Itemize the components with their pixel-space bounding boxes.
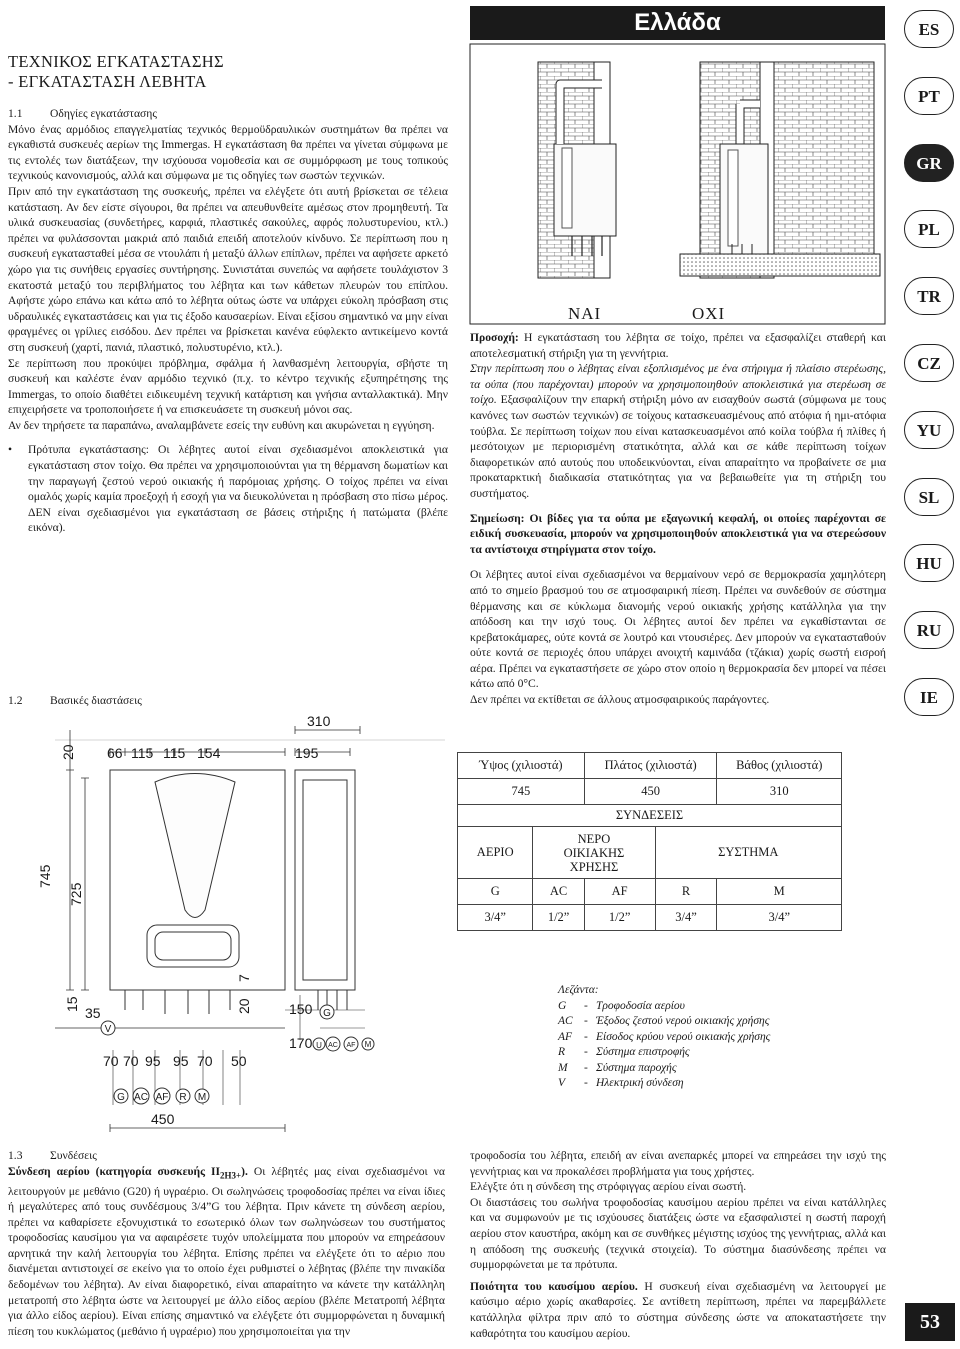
paragraph: Αν δεν τηρήσετε τα παραπάνω, αναλαμβάνετε εσείς την ευθύνη και ακυρώνεται η εγγύηση. — [8, 418, 435, 432]
gas-quality-paragraph: Ποιότητα του καυσίμου αερίου. Η συσκευή είναι σχεδιασμένη να λειτουργεί με καύσιμο αέριο χωρίς ακαθαρσίες. Σε αντίθετη περίπτωση, πρέπει να παρεμβάλλετε κατάλληλα φίλτρα πριν από το σύστημα σύνδεσης ώστε να αποκαταστήσετε την καθαρότητα του καυσίμου αερίου. — [470, 1279, 886, 1340]
dim-bottom-row: 70 — [197, 1053, 213, 1069]
title-line-2: - ΕΓΚΑΤΑΣΤΑΣΗ ΛΕΒΗΤΑ — [8, 72, 207, 91]
conn-side-g-label: G — [323, 1008, 331, 1019]
dim-bottom-left: 35 — [85, 1005, 101, 1021]
language-tab-pt[interactable]: PT — [904, 77, 954, 115]
exposure-paragraph: Δεν πρέπει να εκτίθεται σε άλλους ατμοσφαιρικούς παράγοντες. — [470, 693, 770, 707]
dim-left: 20 — [60, 744, 76, 760]
legend-key: AC — [558, 1015, 573, 1027]
screws-note: Σημείωση: Οι βίδες για τα ούπα με εξαγωνική κεφαλή, οι οποίες παρέχονται σε ειδική συσκευασία, μπορούν να χρησιμοποιηθούν αποκλειστικά για να στερεώσουν τα αντίστοιχα στηρίγματα στον τοίχο. — [470, 511, 886, 556]
conn-label: AC — [134, 1092, 148, 1103]
conn-label: R — [179, 1092, 187, 1103]
dim-mid: 20 — [236, 998, 252, 1014]
dim-bottom-row: 70 — [123, 1053, 139, 1069]
language-tab-tr[interactable]: TR — [904, 277, 954, 315]
gas-connection-title: Σύνδεση αερίου (κατηγορία συσκευής $II_{2H3+}$). — [8, 1164, 248, 1180]
dim-front-top: 154 — [197, 745, 221, 761]
dimensions-drawing — [37, 710, 445, 1135]
wall-mount-illustration — [470, 44, 885, 324]
language-tab-yu[interactable]: YU — [904, 411, 954, 449]
paragraph: Ελέγξτε ότι η σύνδεση της στρόφιγγας αερίου είναι σωστή. — [470, 1180, 747, 1194]
boiler-dimension-drawing — [37, 710, 445, 1135]
language-tab-sl[interactable]: SL — [904, 478, 954, 516]
connection-code: M — [717, 879, 842, 905]
legend-dash: - — [584, 1030, 588, 1043]
connection-code: AF — [584, 879, 655, 905]
language-tab-hu[interactable]: HU — [904, 544, 954, 582]
wall-support-paragraph: Στην περίπτωση που ο λέβητας είναι εξοπλισμένος με ένα στήριγμα ή πλαίσιο στερέωσης, τα ούπα (που παρέχονται) μπορούν να χρησιμοποιηθούν αποκλειστικά για στερέωση σε τοίχο. Εξασφαλίζουν την επαρκή στήριξη μόνο αν εισαχθούν σωστά (σύμφωνα με τους κανόνες των σωστών τεχνικών) σε τοίχους κατασκευασμένους από ατόφια ή ημι-ατόφια τούβλα. Σε περίπτωση τοίχων που είναι κατασκευασμένοι από κοίλα τούβλα ή πλίθες ή μεσότοιχων με περιορισμένη στατικότητα, αλλά και σε κάθε περίπτωση τοίχων διαφορετικών από αυτούς που υποδεικνύονται, είναι απαραίτητο να προβαίνετε σε μια προκαταρκτική διαδικασία στατικότητας για να βεβαιωθείτε για τη στήριξη του συστήματος. — [470, 362, 886, 500]
section-connections-continued — [470, 1148, 886, 1341]
paragraph: Σε περίπτωση που προκύψει πρόβλημα, σφάλμα ή λανθασμένη λειτουργία, σβήστε τη συσκευή και καλέστε έναν αρμόδιο τεχνικό (π.χ. το κέντρο τεχνικής εξυπηρέτησης της Immergas, το οποίο διαθέτει ειδικευμένη τεχνική κατάρτιση και γνήσια ανταλλακτικά). Μην επιχειρήσετε να τροποποιήσετε ή να επισκευάσετε τη συσκευή μόνοι σας. — [8, 356, 448, 417]
dim-side-top: 195 — [295, 745, 319, 761]
dim-bottom-row: 70 — [103, 1053, 119, 1069]
dim-front-top: 66 — [107, 745, 123, 761]
right-column-text — [470, 330, 886, 708]
legend-key: AF — [558, 1030, 573, 1043]
section-installation-instructions — [8, 106, 448, 536]
connections-header: ΣΥΝΔΕΣΕΙΣ — [458, 805, 842, 827]
gas-quality-label: Ποιότητα του καυσίμου αερίου. — [470, 1279, 638, 1293]
warning-paragraph: Προσοχή: Η εγκατάσταση του λέβητα σε τοίχο, πρέπει να εξασφαλίζει σταθερή και αποτελεσματική στήριξη για τη γεννήτρια. — [470, 331, 886, 360]
connection-code: G — [458, 879, 533, 905]
dim-side-bottom: 170 — [289, 1035, 313, 1051]
value-width: 450 — [584, 779, 717, 805]
language-tab-ie[interactable]: IE — [904, 678, 954, 716]
language-tab-pl[interactable]: PL — [904, 210, 954, 248]
dhw-header: ΝΕΡΟ ΟΙΚΙΑΚΗΣ ΧΡΗΣΗΣ — [533, 827, 655, 879]
section-heading: 1.1 Οδηγίες εγκατάστασης — [8, 107, 157, 120]
legend-dash: - — [584, 1077, 588, 1089]
connection-size: 3/4” — [717, 905, 842, 931]
dim-bottom-left: 15 — [64, 996, 80, 1012]
legend-dash: - — [584, 1046, 588, 1058]
connection-size: 3/4” — [458, 905, 533, 931]
codes-row — [458, 879, 842, 905]
conn-side-label: U — [316, 1041, 322, 1050]
legend-dash: - — [584, 999, 588, 1012]
yes-label: ΝΑΙ — [568, 304, 602, 323]
legend-title: Λεζάντα: — [558, 984, 599, 996]
legend-desc: Τροφοδοσία αερίου — [596, 999, 685, 1012]
paragraph: Οι διαστάσεις του σωλήνα τροφοδοσίας καυσίμου αερίου πρέπει να είναι κατάλληλες και να συμφωνούν με τις ισχύουσες διατάξεις ώστε να εξασφαλιστεί η σωστή παροχή αερίου στον καυστήρα, ακόμη και σε συνθήκες μέγιστης ισχύος της γεννήτριας, αλλά και η απόδοση της συσκευής (τεχνικά στοιχεία). Το σύστημα διασύνδεσης πρέπει να συμμορφώνεται με τα πρότυπα. — [470, 1195, 886, 1272]
page-title — [8, 52, 308, 92]
conn-label: G — [117, 1092, 125, 1103]
connection-size: 3/4” — [655, 905, 717, 931]
conn-label: M — [197, 1092, 207, 1103]
gas-header: ΑΕΡΙΟ — [458, 827, 533, 879]
title-line-1: ΤΕΧΝΙΚΟΣ ΕΓΚΑΤΑΣΤΑΣΗΣ — [8, 52, 224, 71]
legend-item — [558, 1076, 858, 1092]
no-label: ΟΧΙ — [692, 304, 726, 323]
connection-size: 1/2” — [533, 905, 584, 931]
legend-key: M — [558, 1061, 568, 1074]
legend-item — [558, 1045, 858, 1061]
dim-side-top: 310 — [307, 713, 331, 729]
dim-bottom-total: 450 — [151, 1111, 175, 1127]
value-depth: 310 — [717, 779, 842, 805]
dim-left: 745 — [37, 864, 53, 888]
warning-label: Προσοχή: — [470, 331, 519, 344]
dim-front-top: 115 — [163, 745, 186, 761]
legend-key: G — [558, 999, 567, 1012]
header-height: Ύψος (χιλιοστά) — [458, 753, 585, 779]
connection-size: 1/2” — [584, 905, 655, 931]
legend-item — [558, 1014, 858, 1030]
conn-label: AF — [155, 1092, 169, 1103]
conn-side-label: AF — [346, 1042, 356, 1049]
language-tab-ru[interactable]: RU — [904, 611, 954, 649]
dim-front-top: 115 — [131, 745, 154, 761]
dimensions-table-wrap — [457, 752, 842, 931]
sizes-row — [458, 905, 842, 931]
italic-note: Στην περίπτωση που ο λέβητας είναι εξοπλισμένος με ένα στήριγμα ή πλαίσιο στερέωσης, τα ούπα (που παρέχονται) μπορούν να χρησιμοποιηθούν αποκλειστικά για στερέωση σε τοίχο. — [470, 362, 886, 407]
paragraph: τροφοδοσία του λέβητα, επειδή αν είναι ανεπαρκές μπορεί να επηρεάσει την ισχύ της γεννήτριας και να προκαλέσει προβλήματα για τους χρήστες. — [470, 1149, 886, 1178]
installation-figure — [470, 44, 885, 324]
legend-desc: Ηλεκτρική σύνδεση — [596, 1077, 684, 1089]
language-tab-es[interactable]: ES — [904, 10, 954, 48]
legend-desc: Σύστημα επιστροφής — [596, 1046, 690, 1058]
legend-dash: - — [584, 1061, 588, 1074]
paragraph: Μόνο ένας αρμόδιος επαγγελματίας τεχνικός θερμοϋδραυλικών συστημάτων θα πρέπει να εγκαθιστά συσκευές αερίων της Immergas. Η εγκατάσταση θα πρέπει να γίνεται σύμφωνα με τις εντολές των διατάξεων, την ισχύουσα νομοθεσία και σε συμμόρφωση με τους τοπικούς τεχνικούς κανονισμούς, αλλά και σύμφωνα με τις οδηγίες των σωστών τεχνικών. — [8, 122, 448, 183]
dim-side-bottom: 150 — [289, 1001, 313, 1017]
dim-bottom-row: 95 — [173, 1053, 189, 1069]
dimensions-table — [457, 752, 842, 931]
section-heading: 1.3 Συνδέσεις — [8, 1149, 97, 1162]
connection-code: AC — [533, 879, 584, 905]
legend-dash: - — [584, 1015, 588, 1027]
conn-v-label: V — [104, 1024, 112, 1035]
conn-side-label: M — [364, 1040, 372, 1049]
legend-item — [558, 1061, 858, 1077]
section-heading-dimensions: 1.2 Βασικές διαστάσεις — [8, 694, 142, 707]
header-depth: Βάθος (χιλιοστά) — [717, 753, 842, 779]
conn-side-label: AC — [328, 1042, 338, 1049]
dim-mid: 7 — [236, 974, 252, 982]
legend — [558, 983, 858, 1092]
header-width: Πλάτος (χιλιοστά) — [584, 753, 717, 779]
section-connections — [8, 1148, 445, 1339]
legend-desc: Έξοδος ζεστού νερού οικιακής χρήσης — [596, 1015, 770, 1027]
legend-desc: Σύστημα παροχής — [596, 1061, 677, 1074]
installation-standards-bullet: • Πρότυπα εγκατάστασης: Οι λέβητες αυτοί είναι σχεδιασμένοι αποκλειστικά για εγκατάσταση στον τοίχο. Θα πρέπει να χρησιμοποιούνται για τη θέρμανση δωματίων και την παραγωγή ζεστού νερού οικιακής ή παρόμοιας χρήσης. Ο τοίχος πρέπει να είναι ομαλός χωρίς καμία προεξοχή ή εσοχή για να διευκολύνεται η πρόσβαση στο πίσω μέρος. ΔΕΝ είναι σχεδιασμένοι για εγκατάσταση σε βάσεις στήριξης ή πατώματα (βλέπε εικόνα). — [8, 442, 448, 536]
language-tab-cz[interactable]: CZ — [904, 344, 954, 382]
paragraph: Πριν από την εγκατάσταση της συσκευής, πρέπει να ελέγξετε ότι αυτή βρίσκεται σε τέλεια κατάσταση. Αν δεν είστε σίγουροι, θα πρέπει να απευθυνθείτε αμέσως στον προμηθευτή. Τα υλικά συσκευασίας (συνδετήρες, καρφιά, πλαστικές σακούλες, αφρός πολυστυρενίου, κτλ.) πρέπει να φυλάσσονται μακριά από παιδιά επειδή αποτελούν κίνδυνο. Σε περίπτωση που η συσκευή εγκατασταθεί μέσα σε ντουλάπι ή μεταξύ άλλων επίπλων, πρέπει να αφήσετε αρκετό χώρο για τις συνήθεις εργασίες συντήρησης. Συνιστάται συνεπώς να αφήσετε τουλάχιστον 3 εκατοστά μεταξύ του περιβλήματος του λέβητα και των κάθετων πλευρών του επίπλου. Αφήστε χώρο επάνω και κάτω από το λέβητα ούτως ώστε να υπάρχει εύκολη πρόσβαση στις υδραυλικές εγκαταστάσεις και για τις έξοδο καυσαερίων. Είναι εξίσου σημαντικό να μην είναι φραγμένες οι γρίλιες εισόδου. Δεν πρέπει να βρίσκεται κανένα εύφλεκτο αντικείμενο κοντά στη συσκευή (χαρτί, πανιά, πλαστικό, πολυστυρένιο, κτλ.). — [8, 184, 448, 354]
language-tab-gr[interactable]: GR — [904, 144, 954, 182]
legend-key: R — [558, 1046, 566, 1058]
dim-bottom-row: 50 — [231, 1053, 247, 1069]
gas-connection-paragraph: Σύνδεση αερίου (κατηγορία συσκευής $II_{2H3+}$). Οι λέβητές μας είναι σχεδιασμένοι να λειτουργούν με μεθάνιο (G20) ή υγραέριο. Οι σωληνώσεις τροφοδοσίας πρέπει να είναι ίδιες ή μεγαλύτερες από τους συνδέσμους 3/4”G του λέβητα. Πριν κάνετε τη σύνδεση αερίου, πρέπει να καθαρίσετε εξονυχιστικά το εσωτερικό όλων των σωληνώσεων του συστήματος τροφοδοσίας καυσίμου για να αφαιρέσετε τυχόν υπολείμματα που μπορούν να επηρεάσουν αρνητικά την καλή λειτουργία του λέβητα. Επίσης πρέπει να ελέγξετε ότι το αέριο που διανέμεται αντιστοιχεί σε εκείνο για το οποίο έχει ρυθμιστεί ο λέβητας (βλέπε την πινακίδα δεδομένων του λέβητα). Αν είναι διαφορετικό, είναι απαραίτητο να κάνετε την κατάλληλη μετατροπή στο λέβητα ώστε να λειτουργεί με άλλο είδος αερίου (βλέπε Μετατροπή λέβητα για άλλο είδος αερίου). Είναι επίσης σημαντικό να ελέγξετε ότι συμμορφώνεται η δυναμική πίεση του κυκλώματος (μεθάνιο ή υγραέριο) που χρησιμοποιείται για την — [8, 1164, 445, 1338]
legend-item — [558, 1030, 858, 1046]
value-height: 745 — [458, 779, 585, 805]
legend-item — [558, 999, 858, 1015]
connection-code: R — [655, 879, 717, 905]
legend-key: V — [558, 1077, 566, 1089]
dim-bottom-row: 95 — [145, 1053, 161, 1069]
country-header: Ελλάδα — [470, 6, 885, 40]
system-header: ΣΥΣΤΗΜΑ — [655, 827, 841, 879]
language-tabs — [904, 10, 958, 745]
boiler-use-paragraph: Οι λέβητες αυτοί είναι σχεδιασμένοι να θερμαίνουν νερό σε θερμοκρασία χαμηλότερη από το σημείο βρασμού του σε ατμοσφαιρική πίεση. Πρέπει να συνδεθούν σε σύστημα θέρμανσης και σε κύκλωμα διανομής νερού οικιακής χρήσης κατάλληλα για την απόδοση και την ισχύ τους. Οι λέβητες αυτοί δεν πρέπει να εγκαθίστανται σε κρεβατοκάμαρες, ούτε κοντά σε λουτρό και ντουσιέρες. Δεν μπορούν να εγκατασταθούν ούτε κοντά σε περιοχές όπου υπάρχει ανοιχτή καμινάδα (τζάκια) χωρίς σωστή εισροή αέρα. Πρέπει να εγκαταστήσετε σε χώρο στον οποίο η θερμοκρασία δεν μπορεί να πέσει κάτω από 0°C. — [470, 568, 886, 691]
page-number: 53 — [905, 1303, 955, 1341]
dim-left: 725 — [68, 882, 84, 906]
legend-desc: Είσοδος κρύου νερού οικιακής χρήσης — [596, 1030, 771, 1043]
